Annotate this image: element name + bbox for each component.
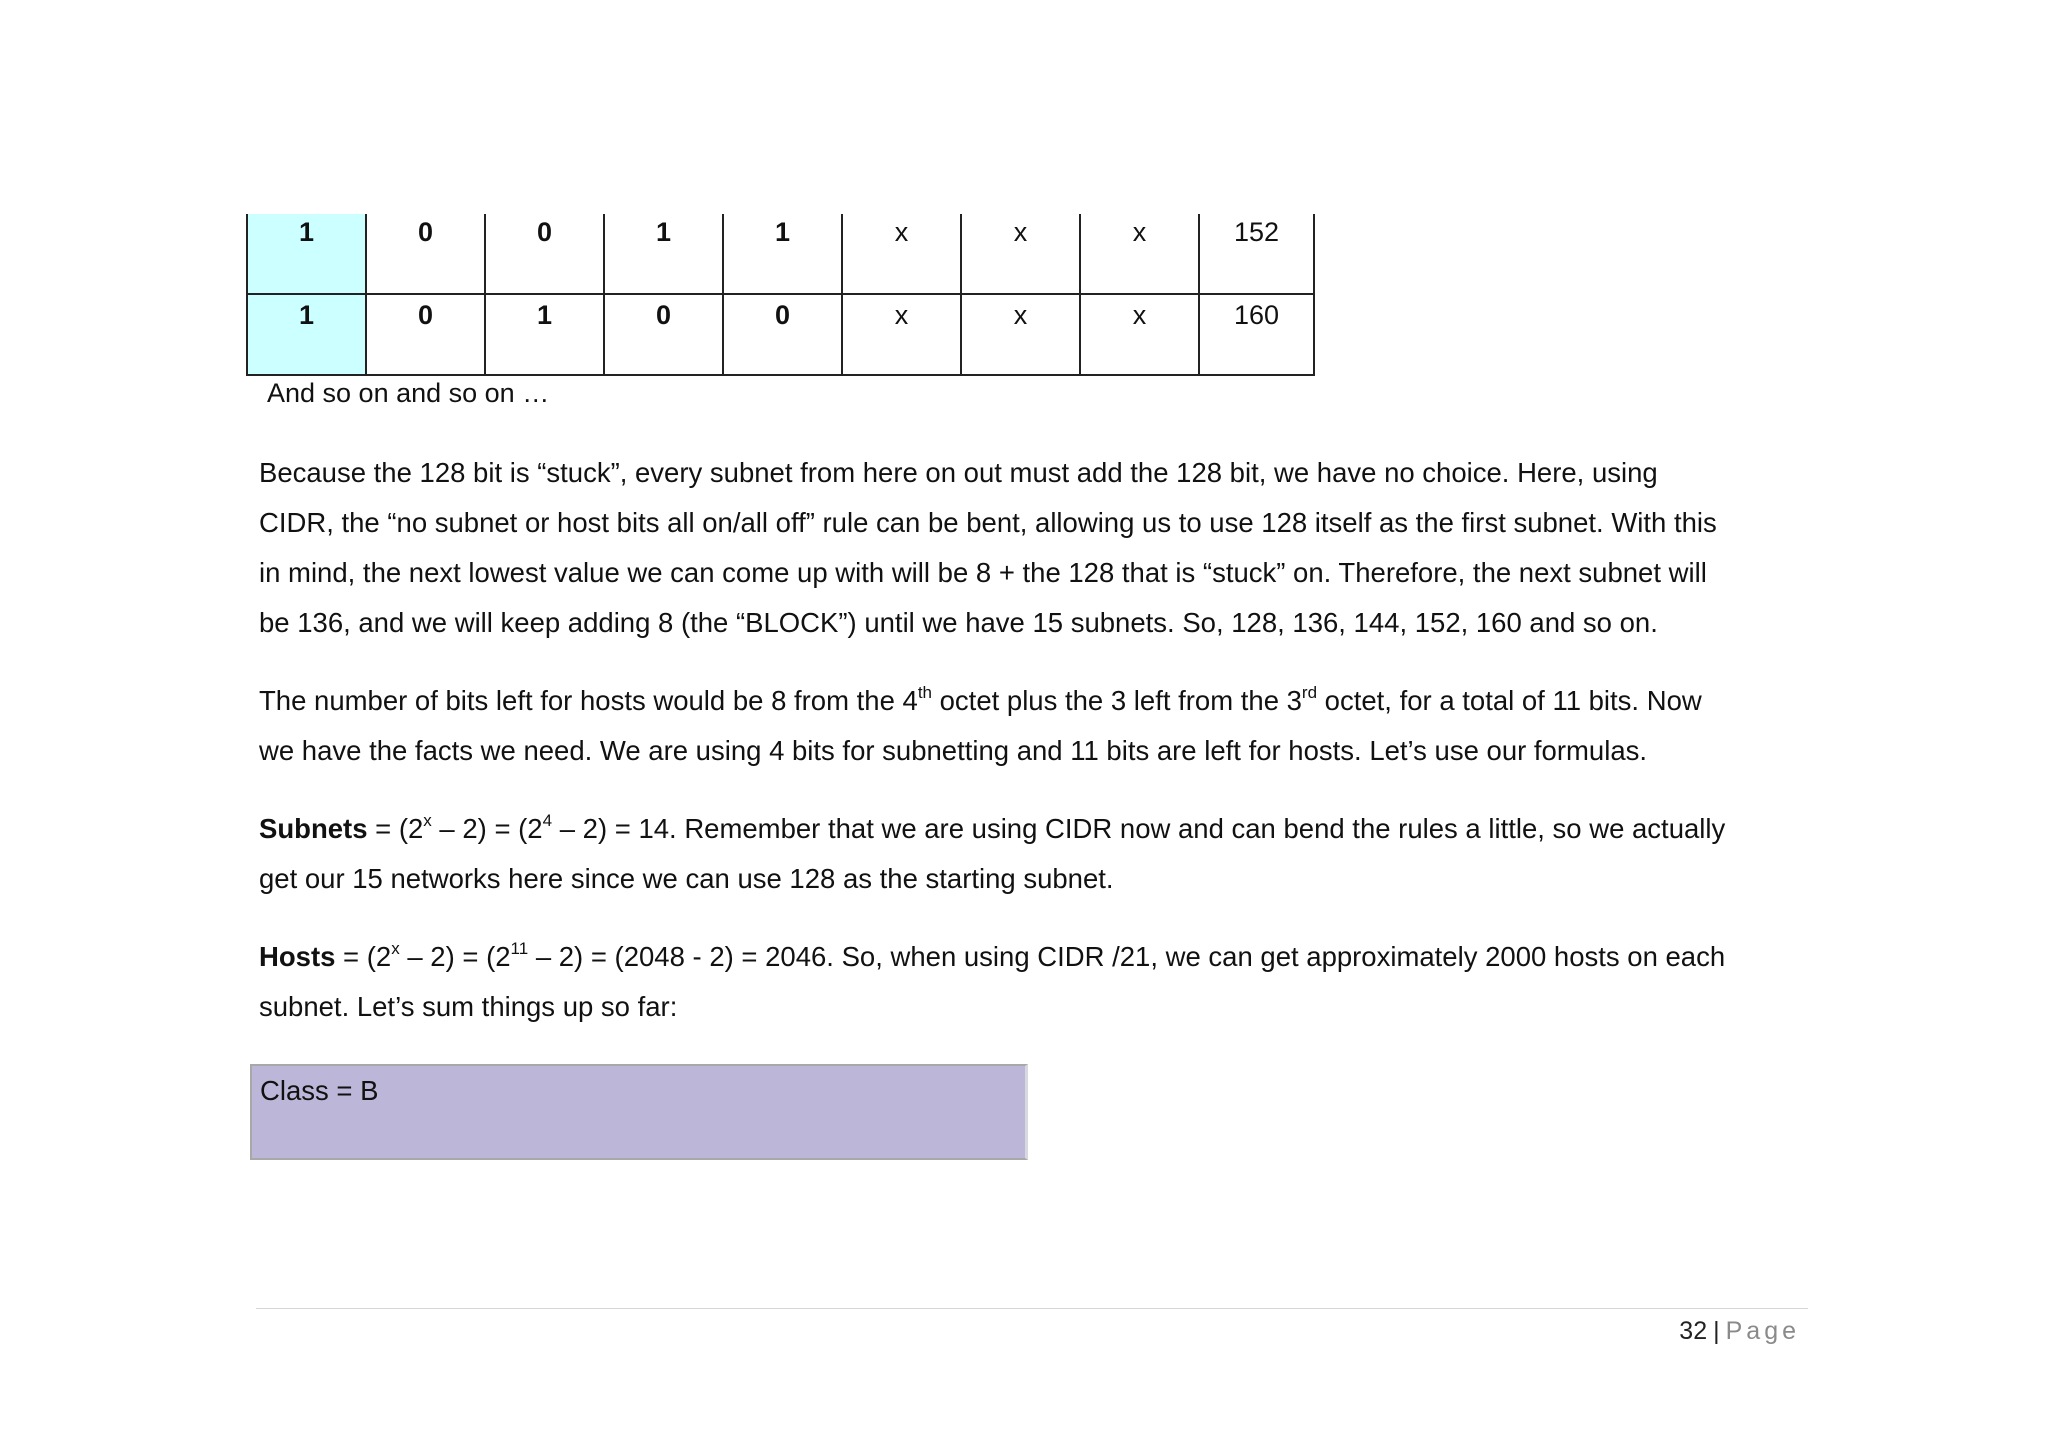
page-word: Page (1725, 1317, 1800, 1345)
text-line: we have the facts we need. We are using 4 bits for subnetting and 11 bits are left for hosts. Let’s use our formulas. (259, 735, 1647, 766)
bit-cell: 1 (604, 214, 723, 294)
bit-cell: 1 (247, 214, 366, 294)
bit-cell: x (961, 214, 1080, 294)
table-row (247, 214, 1314, 294)
table-caption: And so on and so on … (267, 378, 550, 408)
bit-cell: 0 (366, 294, 485, 375)
summary-class: Class = B (260, 1075, 379, 1106)
bit-cell: 0 (366, 214, 485, 294)
bit-cell: 1 (485, 294, 604, 375)
page-footer (1679, 1314, 1800, 1348)
bit-cell: 1 (247, 294, 366, 375)
bit-cell: 0 (723, 294, 842, 375)
page-number: 32 (1679, 1317, 1708, 1345)
bit-cell: 1 (723, 214, 842, 294)
hosts-label: Hosts (259, 941, 336, 972)
text-line: Subnets = $(2^x - 2) = (2^4 - 2) = 14$. Remember that we are using CIDR now and can bend the rules a little, so we actually (259, 811, 1726, 844)
paragraph-host-bits (259, 676, 1819, 776)
text-line: The number of bits left for hosts would be 8 from the 4th octet plus the 3 left from the 3rd octet, for a total of 11 bits. Now (259, 683, 1702, 716)
text-line: Because the 128 bit is “stuck”, every subnet from here on out must add the 128 bit, we have no choice. Here, using (259, 457, 1658, 488)
bit-cell: x (961, 294, 1080, 375)
text-line: Hosts = $(2^x - 2) = (2^{11} - 2) = (2048 - 2) = 2046$. So, when using CIDR /21, we can get approximately 2000 hosts on each (259, 939, 1726, 972)
bit-cell: x (842, 214, 961, 294)
bit-cell: 0 (485, 214, 604, 294)
paragraph-hosts-formula (259, 932, 1819, 1032)
bit-cell: 0 (604, 294, 723, 375)
text-line: be 136, and we will keep adding 8 (the “BLOCK”) until we have 15 subnets. So, 128, 136, 144, 152, 160 and so on. (259, 607, 1658, 638)
bit-cell: x (1080, 294, 1199, 375)
paragraph-stuck-bit (259, 448, 1819, 648)
value-cell: 152 (1199, 214, 1314, 294)
paragraph-subnets-formula (259, 804, 1819, 904)
text-line: get our 15 networks here since we can use 128 as the starting subnet. (259, 863, 1114, 894)
subnet-bit-table (246, 214, 1315, 376)
value-cell: 160 (1199, 294, 1314, 375)
summary-box (250, 1064, 1028, 1160)
text-line: in mind, the next lowest value we can come up with will be 8 + the 128 that is “stuck” on. Therefore, the next subnet will (259, 557, 1707, 588)
text-line: CIDR, the “no subnet or host bits all on/all off” rule can be bent, allowing us to use 128 itself as the first subnet. With this (259, 507, 1717, 538)
footer-separator: | (1713, 1317, 1720, 1345)
subnets-label: Subnets (259, 813, 368, 844)
bit-cell: x (1080, 214, 1199, 294)
bit-cell: x (842, 294, 961, 375)
table-row (247, 294, 1314, 375)
text-line: subnet. Let’s sum things up so far: (259, 991, 678, 1022)
footer-divider (256, 1308, 1808, 1309)
